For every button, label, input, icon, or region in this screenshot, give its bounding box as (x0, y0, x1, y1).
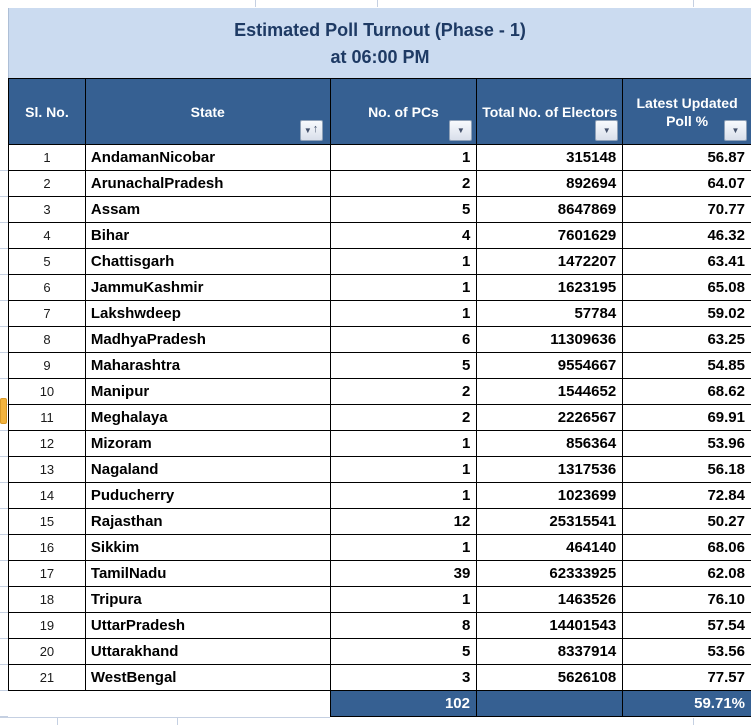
cell-state[interactable]: Manipur (86, 379, 331, 404)
cell-poll[interactable]: 68.06 (707, 539, 745, 556)
title-line-2: at 06:00 PM (330, 47, 430, 67)
sheet-left-strip (0, 8, 8, 717)
cell-pcs[interactable]: 2 (331, 171, 478, 196)
cell-electors[interactable]: 1623195 (477, 275, 623, 300)
cell-state[interactable]: Sikkim (86, 535, 331, 560)
cell-pcs[interactable]: 1 (331, 145, 478, 170)
table-row (9, 457, 751, 483)
gridline-stub (255, 0, 256, 7)
cell-electors[interactable]: 464140 (477, 535, 623, 560)
table-title-cell[interactable] (8, 8, 751, 78)
filter-dropdown-icon: ▼ (731, 125, 740, 135)
cell-electors[interactable]: 1317536 (477, 457, 623, 482)
table-row (9, 665, 751, 691)
cell-state[interactable]: Assam (86, 197, 331, 222)
filter-dropdown-icon: ▼ (303, 125, 312, 135)
cell-poll[interactable]: 64.07 (707, 175, 745, 192)
row-annotation-marker (0, 398, 7, 424)
cell-pcs[interactable]: 5 (331, 197, 478, 222)
cell-state[interactable]: AndamanNicobar (86, 145, 331, 170)
state-filter-button[interactable] (300, 120, 323, 141)
filter-dropdown-icon: ▼ (602, 125, 611, 135)
cell-poll[interactable]: 53.56 (707, 643, 745, 660)
cell-sl-no[interactable]: 4 (9, 223, 86, 248)
table-header-row (8, 78, 751, 145)
cell-sl-no[interactable]: 5 (9, 249, 86, 274)
pcs-filter-button[interactable] (449, 120, 472, 141)
cell-sl-no[interactable]: 9 (9, 353, 86, 378)
cell-electors[interactable]: 5626108 (477, 665, 623, 690)
cell-sl-no[interactable]: 10 (9, 379, 86, 404)
cell-sl-no[interactable]: 15 (9, 509, 86, 534)
cell-poll[interactable]: 54.85 (707, 357, 745, 374)
filter-dropdown-icon: ▼ (456, 125, 465, 135)
cell-pcs[interactable]: 1 (331, 587, 478, 612)
header-cell-sl-no[interactable] (9, 79, 86, 144)
gridline-stub (177, 718, 178, 725)
cell-state[interactable]: WestBengal (86, 665, 331, 690)
total-blank-state-cell[interactable] (85, 691, 330, 717)
header-cell-poll-percent[interactable] (623, 79, 751, 144)
cell-pcs[interactable]: 1 (331, 275, 478, 300)
cell-electors[interactable]: 8337914 (477, 639, 623, 664)
electors-filter-button[interactable] (595, 120, 618, 141)
table-row (9, 145, 751, 171)
cell-sl-no[interactable]: 18 (9, 587, 86, 612)
header-label-poll-percent: Latest Updated Poll % (636, 94, 738, 129)
cell-state[interactable]: Uttarakhand (86, 639, 331, 664)
cell-state[interactable]: Nagaland (86, 457, 331, 482)
cell-state[interactable]: MadhyaPradesh (86, 327, 331, 352)
header-cell-state[interactable] (86, 79, 331, 144)
row-gridlines (0, 145, 8, 717)
cell-electors[interactable]: 1472207 (477, 249, 623, 274)
cell-poll[interactable]: 62.08 (707, 565, 745, 582)
header-cell-electors[interactable] (477, 79, 623, 144)
table-row (9, 249, 751, 275)
gridline-stub (693, 0, 694, 7)
cell-poll[interactable]: 57.54 (707, 617, 745, 634)
cell-electors[interactable]: 14401543 (477, 613, 623, 638)
cell-poll[interactable]: 69.91 (707, 409, 745, 426)
cell-state[interactable]: ArunachalPradesh (86, 171, 331, 196)
table-row (9, 197, 751, 223)
table-row (9, 275, 751, 301)
cell-electors[interactable]: 62333925 (477, 561, 623, 586)
cell-state[interactable]: Bihar (86, 223, 331, 248)
cell-state[interactable]: Meghalaya (86, 405, 331, 430)
cell-pcs[interactable]: 1 (331, 301, 478, 326)
cell-poll[interactable]: 50.27 (707, 513, 745, 530)
cell-sl-no[interactable]: 11 (9, 405, 86, 430)
cell-electors[interactable]: 11309636 (477, 327, 623, 352)
table-row (9, 535, 751, 561)
gridline-stub (693, 718, 694, 725)
table-row (9, 509, 751, 535)
cell-state[interactable]: Rajasthan (86, 509, 331, 534)
sheet-top-strip (0, 0, 751, 8)
cell-state[interactable]: Mizoram (86, 431, 331, 456)
cell-electors[interactable]: 9554667 (477, 353, 623, 378)
table-row (9, 379, 751, 405)
cell-state[interactable]: TamilNadu (86, 561, 331, 586)
cell-state[interactable]: Puducherry (86, 483, 331, 508)
table-row (9, 613, 751, 639)
total-poll-percent-cell[interactable]: 59.71% (623, 691, 751, 717)
gridline-stub (57, 718, 58, 725)
cell-pcs[interactable]: 1 (331, 249, 478, 274)
cell-pcs[interactable]: 5 (331, 353, 478, 378)
cell-poll[interactable]: 63.25 (707, 331, 745, 348)
cell-electors[interactable]: 856364 (477, 431, 623, 456)
gridline-stub (377, 0, 378, 7)
table-row (9, 171, 751, 197)
cell-state[interactable]: Chattisgarh (86, 249, 331, 274)
sheet-bottom-strip (0, 717, 751, 725)
total-blank-sl-cell[interactable] (8, 691, 85, 717)
cell-sl-no[interactable]: 8 (9, 327, 86, 352)
header-label-pcs: No. of PCs (368, 103, 439, 120)
table-row (9, 639, 751, 665)
table-row (9, 483, 751, 509)
header-label-state: State (190, 103, 225, 120)
cell-pcs[interactable]: 6 (331, 327, 478, 352)
cell-sl-no[interactable]: 6 (9, 275, 86, 300)
sort-ascending-icon: ↑ (312, 123, 319, 135)
header-label-electors: Total No. of Electors (482, 103, 618, 120)
table-total-row (8, 691, 751, 717)
cell-poll[interactable]: 77.57 (707, 669, 745, 686)
cell-electors[interactable]: 57784 (477, 301, 623, 326)
gridline-stub (0, 717, 330, 718)
cell-pcs[interactable]: 8 (331, 613, 478, 638)
cell-pcs[interactable]: 3 (331, 665, 478, 690)
cell-pcs[interactable]: 1 (331, 483, 478, 508)
cell-poll[interactable]: 59.02 (707, 305, 745, 322)
cell-poll[interactable]: 53.96 (707, 435, 745, 452)
cell-electors[interactable]: 315148 (477, 145, 623, 170)
cell-sl-no[interactable]: 19 (9, 613, 86, 638)
table-row (9, 223, 751, 249)
cell-electors[interactable]: 1544652 (477, 379, 623, 404)
cell-poll[interactable]: 68.62 (707, 383, 745, 400)
table-row (9, 431, 751, 457)
cell-poll[interactable]: 46.32 (707, 227, 745, 244)
cell-sl-no[interactable]: 14 (9, 483, 86, 508)
table-row (9, 561, 751, 587)
cell-electors[interactable]: 8647869 (477, 197, 623, 222)
cell-pcs[interactable]: 4 (331, 223, 478, 248)
cell-pcs[interactable]: 39 (331, 561, 478, 586)
table-row (9, 587, 751, 613)
cell-pcs[interactable]: 1 (331, 535, 478, 560)
cell-electors[interactable]: 25315541 (477, 509, 623, 534)
cell-sl-no[interactable]: 17 (9, 561, 86, 586)
table-row (9, 353, 751, 379)
cell-poll[interactable]: 76.10 (707, 591, 745, 608)
title-line-1: Estimated Poll Turnout (Phase - 1) (234, 20, 526, 40)
header-label-sl-no: Sl. No. (25, 103, 69, 120)
total-electors-cell[interactable] (477, 691, 623, 717)
cell-electors[interactable]: 892694 (477, 171, 623, 196)
cell-electors[interactable]: 2226567 (477, 405, 623, 430)
cell-sl-no[interactable]: 12 (9, 431, 86, 456)
cell-sl-no[interactable]: 21 (9, 665, 86, 690)
cell-sl-no[interactable]: 1 (9, 145, 86, 170)
poll-turnout-table (8, 8, 751, 717)
table-row (9, 327, 751, 353)
cell-state[interactable]: Maharashtra (86, 353, 331, 378)
cell-electors[interactable]: 1023699 (477, 483, 623, 508)
cell-sl-no[interactable]: 7 (9, 301, 86, 326)
cell-poll[interactable]: 65.08 (707, 279, 745, 296)
cell-state[interactable]: JammuKashmir (86, 275, 331, 300)
cell-pcs[interactable]: 1 (331, 457, 478, 482)
table-body (8, 145, 751, 691)
cell-poll[interactable]: 56.18 (707, 461, 745, 478)
cell-pcs[interactable]: 12 (331, 509, 478, 534)
cell-sl-no[interactable]: 13 (9, 457, 86, 482)
cell-sl-no[interactable]: 2 (9, 171, 86, 196)
cell-pcs[interactable]: 1 (331, 431, 478, 456)
cell-pcs[interactable]: 2 (331, 405, 478, 430)
table-row (9, 301, 751, 327)
cell-poll[interactable]: 56.87 (707, 149, 745, 166)
cell-state[interactable]: Tripura (86, 587, 331, 612)
cell-sl-no[interactable]: 3 (9, 197, 86, 222)
cell-electors[interactable]: 1463526 (477, 587, 623, 612)
poll-percent-filter-button[interactable] (724, 120, 747, 141)
cell-poll[interactable]: 70.77 (707, 201, 745, 218)
header-cell-pcs[interactable] (331, 79, 478, 144)
cell-state[interactable]: UttarPradesh (86, 613, 331, 638)
total-pcs-cell[interactable]: 102 (330, 691, 477, 717)
table-row (9, 405, 751, 431)
cell-poll[interactable]: 72.84 (707, 487, 745, 504)
cell-state[interactable]: Lakshwdeep (86, 301, 331, 326)
cell-pcs[interactable]: 5 (331, 639, 478, 664)
cell-sl-no[interactable]: 20 (9, 639, 86, 664)
cell-electors[interactable]: 7601629 (477, 223, 623, 248)
cell-sl-no[interactable]: 16 (9, 535, 86, 560)
cell-poll[interactable]: 63.41 (707, 253, 745, 270)
cell-pcs[interactable]: 2 (331, 379, 478, 404)
